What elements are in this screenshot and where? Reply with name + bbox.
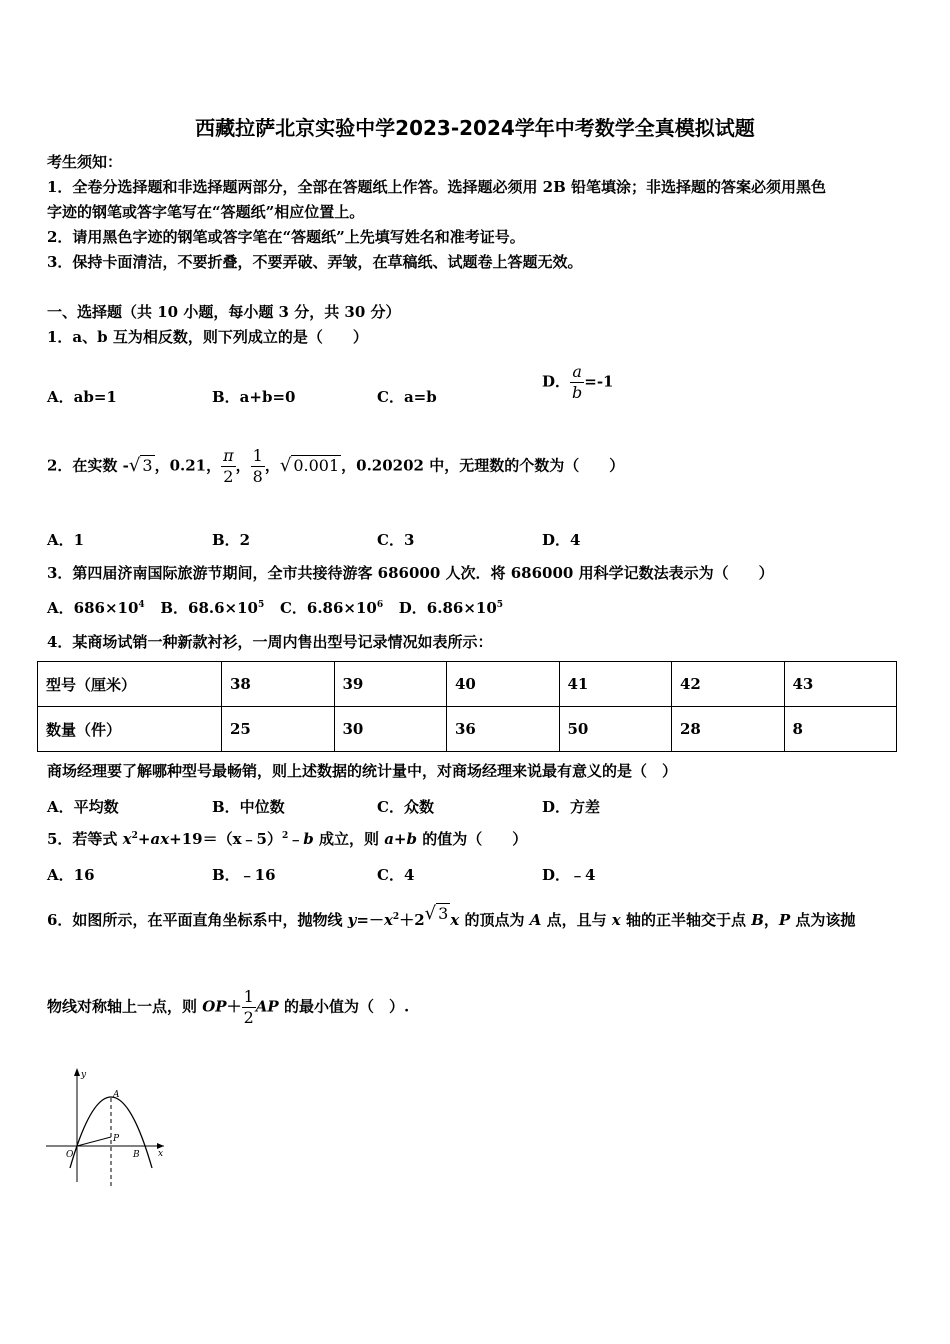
q2-option-a: A．1 <box>47 531 85 549</box>
q6-stem-line1 <box>47 904 855 930</box>
q6-part: 点，且与 <box>541 911 612 929</box>
q5-part: ﹣ <box>288 830 304 848</box>
notice-line-1a: 1．全卷分选择题和非选择题两部分，全部在答题纸上作答。选择题必须用 2B 铅笔填涂；非选择题的答案必须用黑色 <box>47 178 827 196</box>
q2-f-num: 1 <box>252 446 263 465</box>
q3-option-a <box>47 599 145 617</box>
q1-frac-den: b <box>572 383 583 402</box>
q1-option-b: B．a+b=0 <box>212 388 296 406</box>
q3-option-b-exp: 5 <box>258 600 265 610</box>
q1-option-d <box>542 362 614 403</box>
q5-stem <box>47 829 527 849</box>
q5-var-apb: a+b <box>384 830 417 848</box>
q5-exp: 2 <box>281 831 289 841</box>
q3-option-d <box>399 599 503 617</box>
q6-half-den: 2 <box>243 1008 254 1027</box>
q6-var-x: x <box>383 911 393 929</box>
q6-part: 物线对称轴上一点，则 <box>47 997 203 1016</box>
q6-var-y: y <box>347 911 357 929</box>
q6-segment-op: OP <box>202 997 227 1016</box>
q2-option-d: D．4 <box>542 531 581 549</box>
q2-sqrt-0001: √ 0.001 <box>279 454 340 476</box>
q6-var-x: x <box>450 911 460 929</box>
label-o: O <box>66 1150 74 1160</box>
q6-part: ＋2 <box>399 911 425 929</box>
q3-options <box>47 597 503 618</box>
table-row <box>38 662 897 707</box>
q6-part: 轴的正半轴交于点 <box>620 911 752 929</box>
q4-option-c: C．众数 <box>377 798 434 816</box>
table-cell: 25 <box>222 707 335 752</box>
table-cell: 39 <box>334 662 447 707</box>
notice-heading: 考生须知： <box>47 153 123 171</box>
q2-sep1: ，0.21， <box>154 456 222 475</box>
table-cell: 30 <box>334 707 447 752</box>
q5-exp: 2 <box>131 831 138 841</box>
q5-option-b: B．﹣16 <box>212 866 276 884</box>
q5-var-x: x <box>122 830 132 848</box>
q2-sqrt3: √ 3 <box>128 454 153 476</box>
q5-part: +19＝（x﹣5） <box>169 830 282 848</box>
q2-prefix: 2．在实数 - <box>47 456 129 475</box>
q2-option-b: B．2 <box>212 531 251 549</box>
q4-size-table <box>37 661 897 752</box>
q6-part: ＋ <box>226 997 242 1016</box>
q4-option-a: A．平均数 <box>47 798 119 816</box>
q6-fraction-half <box>242 987 256 1028</box>
q2-sqrt-0001-value: 0.001 <box>293 455 340 475</box>
q2-pi-num: π <box>223 446 234 465</box>
q5-part: 的值为（ ） <box>416 830 528 848</box>
q4-option-b: B．中位数 <box>212 798 285 816</box>
q1-option-a: A．ab=1 <box>47 388 117 406</box>
label-p: P <box>113 1134 120 1144</box>
table-row-label-count: 数量（件） <box>38 707 222 752</box>
table-cell: 28 <box>672 707 785 752</box>
label-a: A <box>113 1090 120 1100</box>
segment-op <box>77 1137 111 1146</box>
table-cell: 36 <box>447 707 560 752</box>
q4-option-d: D．方差 <box>542 798 601 816</box>
notice-line-3: 3．保持卡面清洁，不要折叠，不要弄破、弄皱，在草稿纸、试题卷上答题无效。 <box>47 253 583 271</box>
notice-line-2: 2．请用黑色字迹的钢笔或答字笔在“答题纸”上先填写姓名和准考证号。 <box>47 228 525 246</box>
q5-part: + <box>137 830 151 848</box>
q3-stem: 3．第四届济南国际旅游节期间，全市共接待游客 686000 人次．将 686000 用科学记数法表示为（ ） <box>47 564 774 582</box>
q6-point-p: P <box>778 911 791 929</box>
q2-pi-den: 2 <box>223 467 234 486</box>
q6-half-num: 1 <box>243 987 254 1006</box>
table-cell: 40 <box>447 662 560 707</box>
q2-stem <box>47 446 624 487</box>
table-cell: 8 <box>784 707 897 752</box>
q5-option-d: D．﹣4 <box>542 866 596 884</box>
q6-var-x: x <box>611 911 621 929</box>
q1-stem: 1．a、b 互为相反数，则下列成立的是（ ） <box>47 328 368 346</box>
table-row <box>38 707 897 752</box>
section-heading: 一、选择题（共 10 小题，每小题 3 分，共 30 分） <box>47 303 401 321</box>
q1-option-c: C．a=b <box>377 388 437 406</box>
q2-fraction-pi-over-2 <box>221 446 236 487</box>
q6-part: 点为该抛 <box>790 911 856 929</box>
q6-point-b: B <box>751 911 764 929</box>
q3-option-a-exp: 4 <box>138 600 145 610</box>
q3-option-c-exp: 6 <box>376 600 384 610</box>
q3-option-d-base: D．6.86×10 <box>398 599 497 617</box>
table-cell: 38 <box>222 662 335 707</box>
q2-f-den: 8 <box>252 467 263 486</box>
q6-part: ， <box>763 911 779 929</box>
label-b: B <box>133 1150 140 1160</box>
q1-frac-num: a <box>570 362 584 383</box>
q4-stem: 4．某商场试销一种新款衬衫，一周内售出型号记录情况如表所示： <box>47 633 493 651</box>
q5-part: 5．若等式 <box>47 830 123 848</box>
table-row-label-size: 型号（厘米） <box>38 662 222 707</box>
notice-line-1b: 字迹的钢笔或答字笔写在“答题纸”相应位置上。 <box>47 203 365 221</box>
q3-option-c <box>280 599 383 617</box>
q5-var-b: b <box>303 830 314 848</box>
page-title: 西藏拉萨北京实验中学2023-2024学年中考数学全真模拟试题 <box>195 116 755 140</box>
q3-option-a-base: A．686×10 <box>47 599 139 617</box>
q5-var-ax: ax <box>150 830 170 848</box>
q6-point-a: A <box>529 911 542 929</box>
q2-fraction-1-over-8 <box>251 446 265 487</box>
q6-part: 的顶点为 <box>459 911 530 929</box>
q1-fraction-a-over-b <box>570 362 584 403</box>
q3-option-b <box>160 599 264 617</box>
q1-option-d-tail: =-1 <box>584 372 614 391</box>
q6-exp: 2 <box>392 912 400 922</box>
q3-option-c-base: C．6.86×10 <box>279 599 377 617</box>
y-axis-arrow <box>74 1068 80 1076</box>
q2-sep3: ， <box>264 456 280 475</box>
table-cell: 43 <box>784 662 897 707</box>
q1-option-d-label: D． <box>542 372 571 391</box>
q5-option-c: C．4 <box>377 866 415 884</box>
q3-option-d-exp: 5 <box>496 600 504 610</box>
q2-sep2: ， <box>235 456 251 475</box>
table-cell: 41 <box>559 662 672 707</box>
q5-part: 成立，则 <box>313 830 385 848</box>
q6-part: =－ <box>356 911 384 929</box>
table-cell: 50 <box>559 707 672 752</box>
q5-option-a: A．16 <box>47 866 95 884</box>
q2-sqrt3-value: 3 <box>142 455 153 475</box>
label-y: y <box>81 1070 87 1080</box>
q6-stem-line2 <box>47 987 409 1028</box>
q3-option-b-base: B．68.6×10 <box>160 599 258 617</box>
q6-part: 的最小值为（ ）. <box>278 997 410 1016</box>
q2-suffix: ，0.20202 中，无理数的个数为（ ） <box>341 456 625 475</box>
q6-parabola-figure <box>40 1060 175 1195</box>
q2-option-c: C．3 <box>377 531 415 549</box>
q4-question: 商场经理要了解哪种型号最畅销，则上述数据的统计量中，对商场经理来说最有意义的是（ ） <box>47 762 678 780</box>
label-x: x <box>158 1149 164 1159</box>
q6-segment-ap: AP <box>255 997 279 1016</box>
q6-sqrt3-value: 3 <box>438 904 449 923</box>
table-cell: 42 <box>672 662 785 707</box>
q6-sqrt3: √ 3 <box>424 903 449 924</box>
q6-part: 6．如图所示，在平面直角坐标系中，抛物线 <box>47 911 348 929</box>
